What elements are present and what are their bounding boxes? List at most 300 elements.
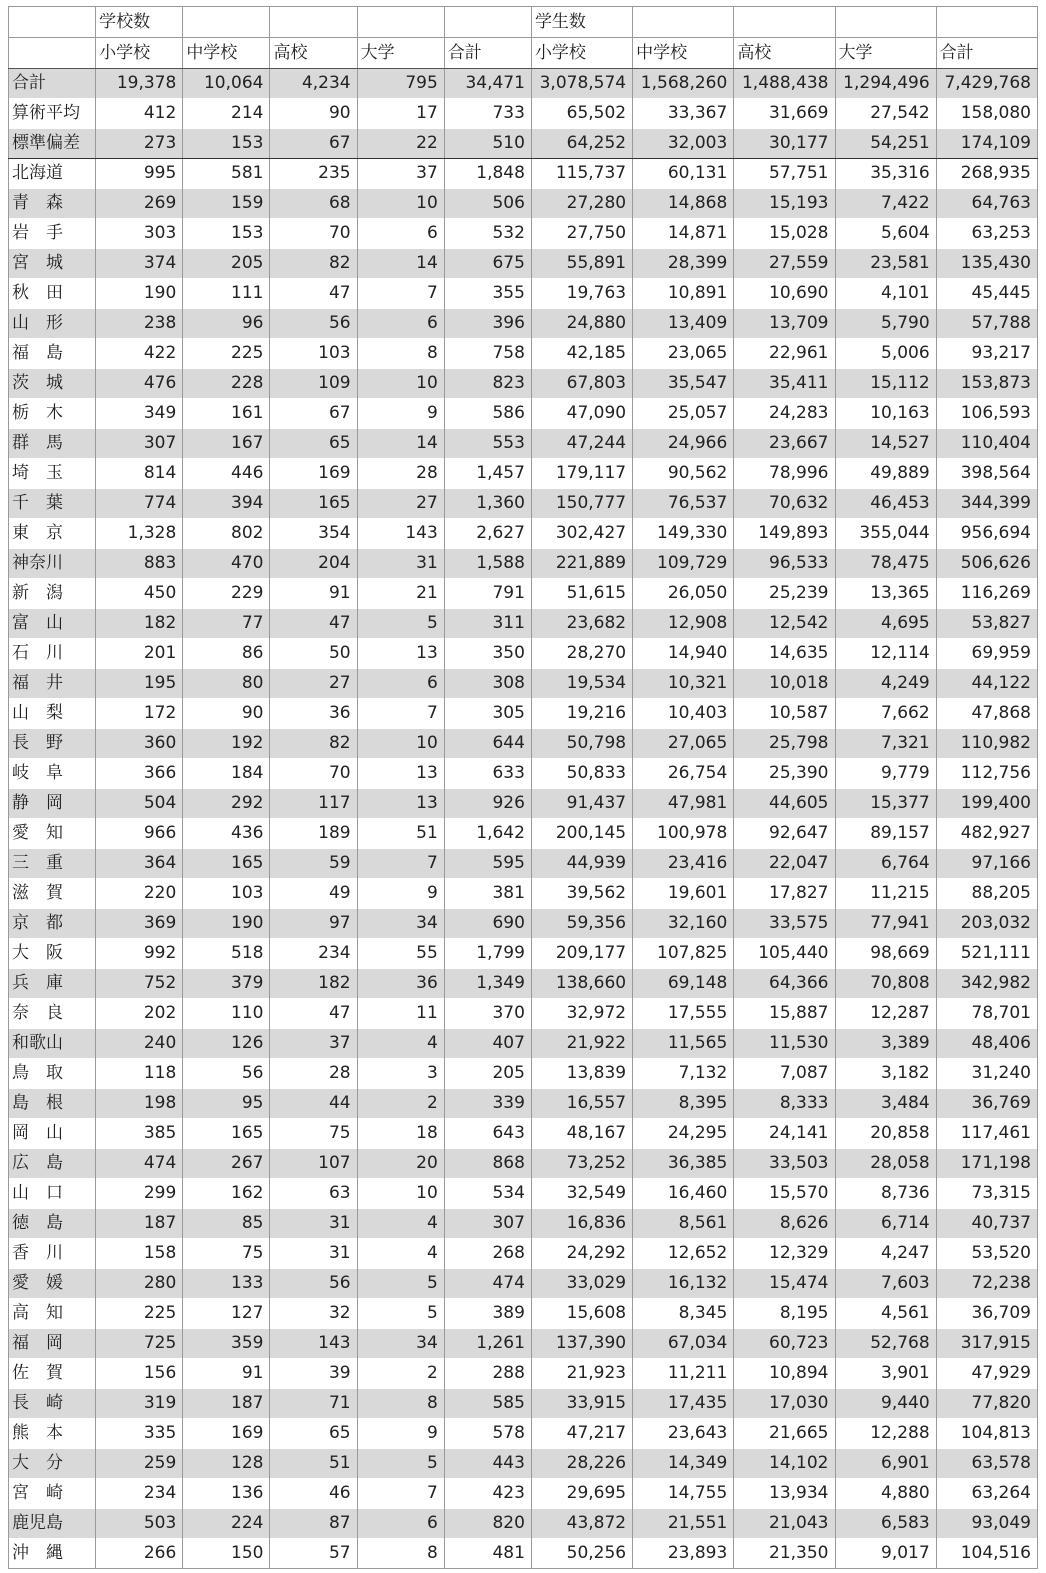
row-label-cell[interactable]: 熊 本 bbox=[9, 1419, 96, 1449]
value-cell[interactable]: 532 bbox=[444, 219, 531, 249]
value-cell[interactable]: 302,427 bbox=[531, 519, 632, 549]
value-cell[interactable]: 110 bbox=[183, 999, 270, 1029]
value-cell[interactable]: 201 bbox=[96, 639, 183, 669]
value-cell[interactable]: 349 bbox=[96, 399, 183, 429]
value-cell[interactable]: 10,894 bbox=[734, 1359, 835, 1389]
value-cell[interactable]: 209,177 bbox=[531, 939, 632, 969]
row-label-cell[interactable]: 佐 賀 bbox=[9, 1359, 96, 1389]
value-cell[interactable]: 13,709 bbox=[734, 309, 835, 339]
value-cell[interactable]: 51 bbox=[357, 819, 444, 849]
value-cell[interactable]: 93,049 bbox=[936, 1509, 1037, 1539]
value-cell[interactable]: 77 bbox=[183, 609, 270, 639]
value-cell[interactable]: 10 bbox=[357, 189, 444, 219]
value-cell[interactable]: 17,827 bbox=[734, 879, 835, 909]
value-cell[interactable]: 407 bbox=[444, 1029, 531, 1059]
value-cell[interactable]: 21,551 bbox=[633, 1509, 734, 1539]
value-cell[interactable]: 67 bbox=[270, 129, 357, 159]
value-cell[interactable]: 86 bbox=[183, 639, 270, 669]
value-cell[interactable]: 55,891 bbox=[531, 249, 632, 279]
value-cell[interactable]: 47,981 bbox=[633, 789, 734, 819]
value-cell[interactable]: 51,615 bbox=[531, 579, 632, 609]
value-cell[interactable]: 6 bbox=[357, 219, 444, 249]
value-cell[interactable]: 305 bbox=[444, 699, 531, 729]
value-cell[interactable]: 13,839 bbox=[531, 1059, 632, 1089]
value-cell[interactable]: 112,756 bbox=[936, 759, 1037, 789]
value-cell[interactable]: 28,226 bbox=[531, 1449, 632, 1479]
value-cell[interactable]: 474 bbox=[96, 1149, 183, 1179]
value-cell[interactable]: 32,549 bbox=[531, 1179, 632, 1209]
value-cell[interactable]: 171,198 bbox=[936, 1149, 1037, 1179]
value-cell[interactable]: 192 bbox=[183, 729, 270, 759]
value-cell[interactable]: 3,389 bbox=[835, 1029, 936, 1059]
value-cell[interactable]: 93,217 bbox=[936, 339, 1037, 369]
value-cell[interactable]: 47 bbox=[270, 609, 357, 639]
value-cell[interactable]: 63 bbox=[270, 1179, 357, 1209]
value-cell[interactable]: 22,047 bbox=[734, 849, 835, 879]
value-cell[interactable]: 14,940 bbox=[633, 639, 734, 669]
value-cell[interactable]: 280 bbox=[96, 1269, 183, 1299]
value-cell[interactable]: 299 bbox=[96, 1179, 183, 1209]
value-cell[interactable]: 49 bbox=[270, 879, 357, 909]
value-cell[interactable]: 36 bbox=[357, 969, 444, 999]
value-cell[interactable]: 503 bbox=[96, 1509, 183, 1539]
value-cell[interactable]: 12,288 bbox=[835, 1419, 936, 1449]
row-label-cell[interactable]: 石 川 bbox=[9, 639, 96, 669]
value-cell[interactable]: 110,404 bbox=[936, 429, 1037, 459]
value-cell[interactable]: 633 bbox=[444, 759, 531, 789]
value-cell[interactable]: 150 bbox=[183, 1539, 270, 1569]
row-label-cell[interactable]: 千 葉 bbox=[9, 489, 96, 519]
column-header[interactable]: 小学校 bbox=[96, 38, 183, 69]
value-cell[interactable]: 12,542 bbox=[734, 609, 835, 639]
value-cell[interactable]: 266 bbox=[96, 1539, 183, 1569]
value-cell[interactable]: 31 bbox=[357, 549, 444, 579]
value-cell[interactable]: 33,029 bbox=[531, 1269, 632, 1299]
value-cell[interactable]: 18 bbox=[357, 1119, 444, 1149]
value-cell[interactable]: 1,848 bbox=[444, 159, 531, 189]
value-cell[interactable]: 586 bbox=[444, 399, 531, 429]
value-cell[interactable]: 68 bbox=[270, 189, 357, 219]
value-cell[interactable]: 14,871 bbox=[633, 219, 734, 249]
value-cell[interactable]: 10,163 bbox=[835, 399, 936, 429]
value-cell[interactable]: 11,215 bbox=[835, 879, 936, 909]
value-cell[interactable]: 200,145 bbox=[531, 819, 632, 849]
value-cell[interactable]: 92,647 bbox=[734, 819, 835, 849]
value-cell[interactable]: 379 bbox=[183, 969, 270, 999]
value-cell[interactable]: 47 bbox=[270, 279, 357, 309]
value-cell[interactable]: 87 bbox=[270, 1509, 357, 1539]
value-cell[interactable]: 1,328 bbox=[96, 519, 183, 549]
value-cell[interactable]: 97 bbox=[270, 909, 357, 939]
value-cell[interactable]: 307 bbox=[96, 429, 183, 459]
value-cell[interactable]: 422 bbox=[96, 339, 183, 369]
value-cell[interactable]: 65,502 bbox=[531, 99, 632, 129]
value-cell[interactable]: 868 bbox=[444, 1149, 531, 1179]
value-cell[interactable]: 51 bbox=[270, 1449, 357, 1479]
value-cell[interactable]: 23,581 bbox=[835, 249, 936, 279]
value-cell[interactable]: 956,694 bbox=[936, 519, 1037, 549]
row-label-cell[interactable]: 高 知 bbox=[9, 1299, 96, 1329]
value-cell[interactable]: 33,367 bbox=[633, 99, 734, 129]
value-cell[interactable]: 7,603 bbox=[835, 1269, 936, 1299]
row-label-cell[interactable]: 北海道 bbox=[9, 159, 96, 189]
value-cell[interactable]: 1,349 bbox=[444, 969, 531, 999]
value-cell[interactable]: 3 bbox=[357, 1059, 444, 1089]
value-cell[interactable]: 7,429,768 bbox=[936, 69, 1037, 99]
value-cell[interactable]: 117,461 bbox=[936, 1119, 1037, 1149]
value-cell[interactable]: 64,252 bbox=[531, 129, 632, 159]
value-cell[interactable]: 17 bbox=[357, 99, 444, 129]
value-cell[interactable]: 19,534 bbox=[531, 669, 632, 699]
value-cell[interactable]: 190 bbox=[183, 909, 270, 939]
value-cell[interactable]: 3,182 bbox=[835, 1059, 936, 1089]
value-cell[interactable]: 45,445 bbox=[936, 279, 1037, 309]
value-cell[interactable]: 44,939 bbox=[531, 849, 632, 879]
value-cell[interactable]: 292 bbox=[183, 789, 270, 819]
value-cell[interactable]: 319 bbox=[96, 1389, 183, 1419]
value-cell[interactable]: 24,141 bbox=[734, 1119, 835, 1149]
value-cell[interactable]: 44,122 bbox=[936, 669, 1037, 699]
value-cell[interactable]: 733 bbox=[444, 99, 531, 129]
value-cell[interactable]: 69,148 bbox=[633, 969, 734, 999]
value-cell[interactable]: 4 bbox=[357, 1209, 444, 1239]
value-cell[interactable]: 8 bbox=[357, 1389, 444, 1419]
value-cell[interactable]: 50,833 bbox=[531, 759, 632, 789]
row-label-cell[interactable]: 標準偏差 bbox=[9, 129, 96, 159]
value-cell[interactable]: 335 bbox=[96, 1419, 183, 1449]
value-cell[interactable]: 2,627 bbox=[444, 519, 531, 549]
row-label-cell[interactable]: 群 馬 bbox=[9, 429, 96, 459]
value-cell[interactable]: 63,264 bbox=[936, 1479, 1037, 1509]
value-cell[interactable]: 6 bbox=[357, 669, 444, 699]
value-cell[interactable]: 15,887 bbox=[734, 999, 835, 1029]
value-cell[interactable]: 752 bbox=[96, 969, 183, 999]
value-cell[interactable]: 109 bbox=[270, 369, 357, 399]
header-empty-cell[interactable] bbox=[183, 7, 270, 38]
value-cell[interactable]: 10 bbox=[357, 1179, 444, 1209]
row-label-cell[interactable]: 宮 崎 bbox=[9, 1479, 96, 1509]
value-cell[interactable]: 725 bbox=[96, 1329, 183, 1359]
header-corner-cell[interactable] bbox=[9, 7, 96, 38]
value-cell[interactable]: 91 bbox=[183, 1359, 270, 1389]
value-cell[interactable]: 4,249 bbox=[835, 669, 936, 699]
value-cell[interactable]: 758 bbox=[444, 339, 531, 369]
value-cell[interactable]: 70 bbox=[270, 759, 357, 789]
value-cell[interactable]: 12,908 bbox=[633, 609, 734, 639]
value-cell[interactable]: 153 bbox=[183, 219, 270, 249]
row-label-cell[interactable]: 徳 島 bbox=[9, 1209, 96, 1239]
header-empty-cell[interactable] bbox=[734, 7, 835, 38]
value-cell[interactable]: 28,399 bbox=[633, 249, 734, 279]
value-cell[interactable]: 581 bbox=[183, 159, 270, 189]
value-cell[interactable]: 8,333 bbox=[734, 1089, 835, 1119]
value-cell[interactable]: 8,626 bbox=[734, 1209, 835, 1239]
row-label-cell[interactable]: 大 分 bbox=[9, 1449, 96, 1479]
value-cell[interactable]: 506 bbox=[444, 189, 531, 219]
value-cell[interactable]: 44,605 bbox=[734, 789, 835, 819]
header-empty-cell[interactable] bbox=[936, 7, 1037, 38]
value-cell[interactable]: 24,283 bbox=[734, 399, 835, 429]
value-cell[interactable]: 65 bbox=[270, 429, 357, 459]
row-label-cell[interactable]: 福 岡 bbox=[9, 1329, 96, 1359]
value-cell[interactable]: 26,050 bbox=[633, 579, 734, 609]
value-cell[interactable]: 4,101 bbox=[835, 279, 936, 309]
value-cell[interactable]: 13 bbox=[357, 759, 444, 789]
value-cell[interactable]: 15,112 bbox=[835, 369, 936, 399]
value-cell[interactable]: 553 bbox=[444, 429, 531, 459]
value-cell[interactable]: 28 bbox=[357, 459, 444, 489]
value-cell[interactable]: 31 bbox=[270, 1239, 357, 1269]
value-cell[interactable]: 198 bbox=[96, 1089, 183, 1119]
value-cell[interactable]: 482,927 bbox=[936, 819, 1037, 849]
row-label-cell[interactable]: 東 京 bbox=[9, 519, 96, 549]
value-cell[interactable]: 64,763 bbox=[936, 189, 1037, 219]
value-cell[interactable]: 19,216 bbox=[531, 699, 632, 729]
value-cell[interactable]: 126 bbox=[183, 1029, 270, 1059]
value-cell[interactable]: 85 bbox=[183, 1209, 270, 1239]
value-cell[interactable]: 78,475 bbox=[835, 549, 936, 579]
value-cell[interactable]: 203,032 bbox=[936, 909, 1037, 939]
value-cell[interactable]: 9,440 bbox=[835, 1389, 936, 1419]
value-cell[interactable]: 234 bbox=[96, 1479, 183, 1509]
value-cell[interactable]: 394 bbox=[183, 489, 270, 519]
value-cell[interactable]: 15,474 bbox=[734, 1269, 835, 1299]
value-cell[interactable]: 24,966 bbox=[633, 429, 734, 459]
value-cell[interactable]: 135,430 bbox=[936, 249, 1037, 279]
value-cell[interactable]: 774 bbox=[96, 489, 183, 519]
value-cell[interactable]: 229 bbox=[183, 579, 270, 609]
value-cell[interactable]: 67,034 bbox=[633, 1329, 734, 1359]
value-cell[interactable]: 47 bbox=[270, 999, 357, 1029]
value-cell[interactable]: 5,604 bbox=[835, 219, 936, 249]
value-cell[interactable]: 96 bbox=[183, 309, 270, 339]
header-empty-cell[interactable] bbox=[835, 7, 936, 38]
value-cell[interactable]: 46,453 bbox=[835, 489, 936, 519]
value-cell[interactable]: 7,321 bbox=[835, 729, 936, 759]
value-cell[interactable]: 204 bbox=[270, 549, 357, 579]
value-cell[interactable]: 90,562 bbox=[633, 459, 734, 489]
value-cell[interactable]: 16,836 bbox=[531, 1209, 632, 1239]
value-cell[interactable]: 307 bbox=[444, 1209, 531, 1239]
value-cell[interactable]: 344,399 bbox=[936, 489, 1037, 519]
value-cell[interactable]: 595 bbox=[444, 849, 531, 879]
value-cell[interactable]: 50,256 bbox=[531, 1539, 632, 1569]
row-label-cell[interactable]: 奈 良 bbox=[9, 999, 96, 1029]
value-cell[interactable]: 95 bbox=[183, 1089, 270, 1119]
value-cell[interactable]: 14 bbox=[357, 249, 444, 279]
value-cell[interactable]: 436 bbox=[183, 819, 270, 849]
value-cell[interactable]: 1,642 bbox=[444, 819, 531, 849]
row-label-cell[interactable]: 大 阪 bbox=[9, 939, 96, 969]
value-cell[interactable]: 76,537 bbox=[633, 489, 734, 519]
value-cell[interactable]: 205 bbox=[183, 249, 270, 279]
value-cell[interactable]: 23,416 bbox=[633, 849, 734, 879]
value-cell[interactable]: 69,959 bbox=[936, 639, 1037, 669]
value-cell[interactable]: 235 bbox=[270, 159, 357, 189]
value-cell[interactable]: 7 bbox=[357, 849, 444, 879]
column-header[interactable]: 高校 bbox=[734, 38, 835, 69]
value-cell[interactable]: 40,737 bbox=[936, 1209, 1037, 1239]
value-cell[interactable]: 103 bbox=[183, 879, 270, 909]
row-label-cell[interactable]: 長 崎 bbox=[9, 1389, 96, 1419]
header-empty-cell[interactable] bbox=[633, 7, 734, 38]
value-cell[interactable]: 37 bbox=[270, 1029, 357, 1059]
value-cell[interactable]: 14,635 bbox=[734, 639, 835, 669]
column-header[interactable]: 合計 bbox=[936, 38, 1037, 69]
row-label-cell[interactable]: 京 都 bbox=[9, 909, 96, 939]
value-cell[interactable]: 443 bbox=[444, 1449, 531, 1479]
value-cell[interactable]: 36,709 bbox=[936, 1299, 1037, 1329]
value-cell[interactable]: 33,503 bbox=[734, 1149, 835, 1179]
value-cell[interactable]: 27,280 bbox=[531, 189, 632, 219]
row-label-cell[interactable]: 山 口 bbox=[9, 1179, 96, 1209]
value-cell[interactable]: 47,217 bbox=[531, 1419, 632, 1449]
value-cell[interactable]: 111 bbox=[183, 279, 270, 309]
value-cell[interactable]: 510 bbox=[444, 129, 531, 159]
value-cell[interactable]: 55 bbox=[357, 939, 444, 969]
value-cell[interactable]: 4,695 bbox=[835, 609, 936, 639]
value-cell[interactable]: 21,350 bbox=[734, 1539, 835, 1569]
value-cell[interactable]: 28,058 bbox=[835, 1149, 936, 1179]
value-cell[interactable]: 195 bbox=[96, 669, 183, 699]
value-cell[interactable]: 26,754 bbox=[633, 759, 734, 789]
value-cell[interactable]: 398,564 bbox=[936, 459, 1037, 489]
row-label-cell[interactable]: 岩 手 bbox=[9, 219, 96, 249]
row-label-cell[interactable]: 島 根 bbox=[9, 1089, 96, 1119]
value-cell[interactable]: 21,922 bbox=[531, 1029, 632, 1059]
value-cell[interactable]: 52,768 bbox=[835, 1329, 936, 1359]
value-cell[interactable]: 77,941 bbox=[835, 909, 936, 939]
value-cell[interactable]: 27,750 bbox=[531, 219, 632, 249]
value-cell[interactable]: 240 bbox=[96, 1029, 183, 1059]
value-cell[interactable]: 36,385 bbox=[633, 1149, 734, 1179]
value-cell[interactable]: 15,193 bbox=[734, 189, 835, 219]
value-cell[interactable]: 205 bbox=[444, 1059, 531, 1089]
value-cell[interactable]: 32,160 bbox=[633, 909, 734, 939]
value-cell[interactable]: 268 bbox=[444, 1239, 531, 1269]
value-cell[interactable]: 10,891 bbox=[633, 279, 734, 309]
value-cell[interactable]: 159 bbox=[183, 189, 270, 219]
value-cell[interactable]: 339 bbox=[444, 1089, 531, 1119]
value-cell[interactable]: 150,777 bbox=[531, 489, 632, 519]
value-cell[interactable]: 14,102 bbox=[734, 1449, 835, 1479]
row-label-cell[interactable]: 山 形 bbox=[9, 309, 96, 339]
value-cell[interactable]: 350 bbox=[444, 639, 531, 669]
value-cell[interactable]: 6,714 bbox=[835, 1209, 936, 1239]
value-cell[interactable]: 4,880 bbox=[835, 1479, 936, 1509]
row-label-cell[interactable]: 静 岡 bbox=[9, 789, 96, 819]
value-cell[interactable]: 11,211 bbox=[633, 1359, 734, 1389]
row-label-cell[interactable]: 鹿児島 bbox=[9, 1509, 96, 1539]
row-label-cell[interactable]: 算術平均 bbox=[9, 99, 96, 129]
value-cell[interactable]: 820 bbox=[444, 1509, 531, 1539]
value-cell[interactable]: 14 bbox=[357, 429, 444, 459]
value-cell[interactable]: 268,935 bbox=[936, 159, 1037, 189]
value-cell[interactable]: 27,065 bbox=[633, 729, 734, 759]
value-cell[interactable]: 60,723 bbox=[734, 1329, 835, 1359]
value-cell[interactable]: 67 bbox=[270, 399, 357, 429]
row-label-cell[interactable]: 青 森 bbox=[9, 189, 96, 219]
value-cell[interactable]: 883 bbox=[96, 549, 183, 579]
value-cell[interactable]: 14,755 bbox=[633, 1479, 734, 1509]
value-cell[interactable]: 16,132 bbox=[633, 1269, 734, 1299]
value-cell[interactable]: 534 bbox=[444, 1179, 531, 1209]
value-cell[interactable]: 8,345 bbox=[633, 1299, 734, 1329]
header-empty-cell[interactable] bbox=[444, 7, 531, 38]
value-cell[interactable]: 35,316 bbox=[835, 159, 936, 189]
value-cell[interactable]: 267 bbox=[183, 1149, 270, 1179]
value-cell[interactable]: 13,934 bbox=[734, 1479, 835, 1509]
value-cell[interactable]: 8 bbox=[357, 339, 444, 369]
value-cell[interactable]: 3,484 bbox=[835, 1089, 936, 1119]
value-cell[interactable]: 17,030 bbox=[734, 1389, 835, 1419]
value-cell[interactable]: 423 bbox=[444, 1479, 531, 1509]
value-cell[interactable]: 165 bbox=[183, 849, 270, 879]
row-label-cell[interactable]: 福 島 bbox=[9, 339, 96, 369]
value-cell[interactable]: 10 bbox=[357, 729, 444, 759]
value-cell[interactable]: 53,827 bbox=[936, 609, 1037, 639]
value-cell[interactable]: 342,982 bbox=[936, 969, 1037, 999]
value-cell[interactable]: 143 bbox=[270, 1329, 357, 1359]
row-label-cell[interactable]: 埼 玉 bbox=[9, 459, 96, 489]
value-cell[interactable]: 138,660 bbox=[531, 969, 632, 999]
value-cell[interactable]: 6 bbox=[357, 309, 444, 339]
row-label-cell[interactable]: 秋 田 bbox=[9, 279, 96, 309]
value-cell[interactable]: 23,893 bbox=[633, 1539, 734, 1569]
value-cell[interactable]: 370 bbox=[444, 999, 531, 1029]
value-cell[interactable]: 814 bbox=[96, 459, 183, 489]
value-cell[interactable]: 27 bbox=[357, 489, 444, 519]
value-cell[interactable]: 73,315 bbox=[936, 1179, 1037, 1209]
value-cell[interactable]: 4 bbox=[357, 1239, 444, 1269]
row-label-cell[interactable]: 神奈川 bbox=[9, 549, 96, 579]
value-cell[interactable]: 14,349 bbox=[633, 1449, 734, 1479]
value-cell[interactable]: 412 bbox=[96, 99, 183, 129]
value-cell[interactable]: 54,251 bbox=[835, 129, 936, 159]
value-cell[interactable]: 47,868 bbox=[936, 699, 1037, 729]
value-cell[interactable]: 15,608 bbox=[531, 1299, 632, 1329]
value-cell[interactable]: 105,440 bbox=[734, 939, 835, 969]
value-cell[interactable]: 29,695 bbox=[531, 1479, 632, 1509]
value-cell[interactable]: 1,294,496 bbox=[835, 69, 936, 99]
value-cell[interactable]: 10,018 bbox=[734, 669, 835, 699]
value-cell[interactable]: 50,798 bbox=[531, 729, 632, 759]
row-label-cell[interactable]: 茨 城 bbox=[9, 369, 96, 399]
value-cell[interactable]: 70,808 bbox=[835, 969, 936, 999]
row-label-cell[interactable]: 新 潟 bbox=[9, 579, 96, 609]
value-cell[interactable]: 11,565 bbox=[633, 1029, 734, 1059]
value-cell[interactable]: 521,111 bbox=[936, 939, 1037, 969]
value-cell[interactable]: 10,403 bbox=[633, 699, 734, 729]
value-cell[interactable]: 9 bbox=[357, 879, 444, 909]
value-cell[interactable]: 96,533 bbox=[734, 549, 835, 579]
column-header[interactable]: 合計 bbox=[444, 38, 531, 69]
value-cell[interactable]: 518 bbox=[183, 939, 270, 969]
value-cell[interactable]: 17,435 bbox=[633, 1389, 734, 1419]
row-label-cell[interactable]: 岐 阜 bbox=[9, 759, 96, 789]
value-cell[interactable]: 10,321 bbox=[633, 669, 734, 699]
value-cell[interactable]: 10,690 bbox=[734, 279, 835, 309]
column-header[interactable]: 中学校 bbox=[633, 38, 734, 69]
value-cell[interactable]: 37 bbox=[357, 159, 444, 189]
value-cell[interactable]: 31,240 bbox=[936, 1059, 1037, 1089]
value-cell[interactable]: 25,057 bbox=[633, 399, 734, 429]
value-cell[interactable]: 90 bbox=[270, 99, 357, 129]
value-cell[interactable]: 1,360 bbox=[444, 489, 531, 519]
value-cell[interactable]: 1,568,260 bbox=[633, 69, 734, 99]
value-cell[interactable]: 7,132 bbox=[633, 1059, 734, 1089]
value-cell[interactable]: 23,667 bbox=[734, 429, 835, 459]
